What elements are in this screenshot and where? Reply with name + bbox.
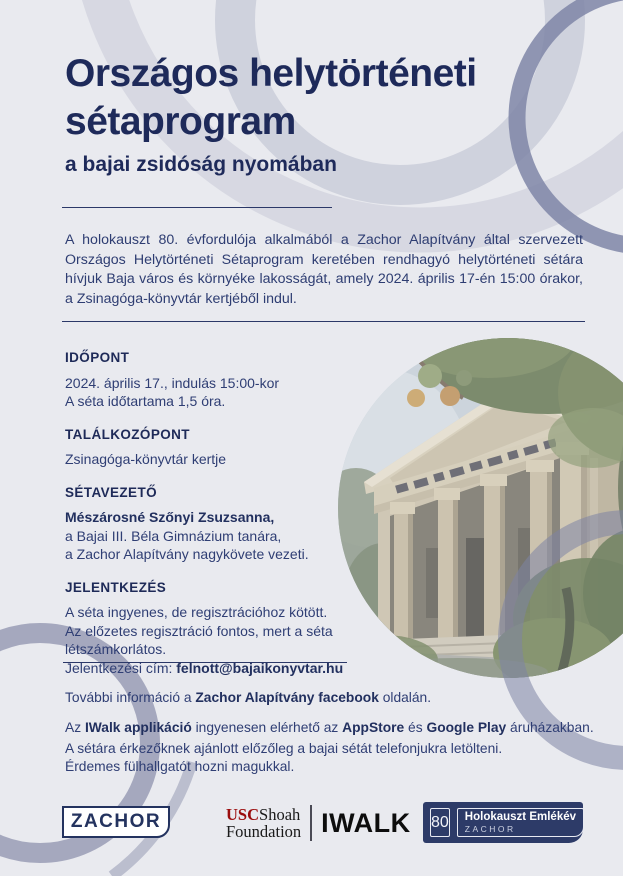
footer-text: További információ a xyxy=(65,690,196,705)
jelentkezes-line: Az előzetes regisztráció fontos, mert a séta xyxy=(65,622,333,639)
jelentkezes-line: létszámkorlátos. xyxy=(65,641,167,657)
usc-text: USC xyxy=(226,805,260,824)
iwalk-logo-text: IWALK xyxy=(321,807,411,838)
guide-name: Mészárosné Szőnyi Zsuzsanna, xyxy=(65,509,275,525)
logo-separator-bar xyxy=(310,805,312,841)
page-subtitle: a bajai zsidóság nyomában xyxy=(65,153,337,176)
footer-facebook-line xyxy=(65,689,431,707)
section-heading-setavezeto: SÉTAVEZETŐ xyxy=(65,484,158,500)
idopont-line: A séta időtartama 1,5 óra. xyxy=(65,393,226,409)
footer-text: Az xyxy=(65,720,85,735)
zachor-logo xyxy=(62,806,170,838)
intro-paragraph: A holokauszt 80. évfordulója alkalmából a Zachor Alapítvány által szervezett Országos Helytörténeti Sétaprogram keretében rendhagyó helytörténeti sétára hívjuk Baja város és környéke lakosságát, amely 2024. április 17-én 15:00 órakor, a Zsinagóga-könyvtár kertjéből indul. xyxy=(65,232,583,307)
idopont-line: 2024. április 17., indulás 15:00-kor xyxy=(65,374,280,391)
footer-iwalk-line xyxy=(65,719,594,737)
holokauszt-emlekev-badge xyxy=(423,802,583,843)
usc-shoah-iwalk-logo xyxy=(226,801,411,845)
footer-download-line: A sétára érkezőknek ajánlott előzőleg a bajai sétát telefonjukra letölteni. xyxy=(65,741,503,756)
badge-title: Holokauszt Emlékév xyxy=(464,811,577,823)
setavezeto-line: a Bajai III. Béla Gimnázium tanára, xyxy=(65,527,282,544)
foundation-text: Foundation xyxy=(226,822,302,841)
footer-text: és xyxy=(404,720,427,735)
badge-text-block xyxy=(457,808,584,837)
title-line-2: sétaprogram xyxy=(65,100,296,143)
footer-text: ingyenesen elérhető az xyxy=(191,720,343,735)
section-heading-jelentkezes: JELENTKEZÉS xyxy=(65,579,167,595)
badge-subtitle: ZACHOR xyxy=(464,824,516,834)
fade-overlay xyxy=(338,338,623,678)
page-title xyxy=(65,50,585,146)
usc-shoah-foundation-text xyxy=(226,806,301,840)
footer-bold-text: AppStore xyxy=(342,720,405,735)
footer-text: áruházakban. xyxy=(506,720,594,735)
section-heading-idopont: IDŐPONT xyxy=(65,350,130,365)
setavezeto-line: a Zachor Alapítvány nagykövete vezeti. xyxy=(65,546,309,562)
footer-bold-text: IWalk applikáció xyxy=(84,720,192,735)
badge-80-number: 80 xyxy=(430,808,450,837)
contact-label: Jelentkezési cím: xyxy=(65,659,177,676)
synagogue-photo xyxy=(338,338,623,678)
jelentkezes-line: A séta ingyenes, de regisztrációhoz kötött. xyxy=(65,604,328,620)
zachor-logo-text: ZACHOR xyxy=(70,811,162,832)
divider-bottom xyxy=(63,662,347,663)
divider-middle xyxy=(62,321,585,322)
shoah-text: Shoah xyxy=(259,805,301,824)
contact-email: felnott@bajaikonyvtar.hu xyxy=(176,659,344,676)
info-column xyxy=(65,349,355,677)
synagogue-photo-illustration xyxy=(338,338,623,678)
footer-headphones-line: Érdemes fülhallgatót hozni magukkal. xyxy=(65,759,295,774)
divider-top xyxy=(62,207,332,208)
section-heading-talalkozopont: TALÁLKOZÓPONT xyxy=(65,426,190,442)
footer-bold-text: Google Play xyxy=(426,720,507,735)
footer-text: oldalán. xyxy=(378,690,432,705)
talalkozopont-line: Zsinagóga-könyvtár kertje xyxy=(65,451,227,467)
footer-bold-text: Zachor Alapítvány facebook xyxy=(195,690,379,705)
title-line-1: Országos helytörténeti xyxy=(65,52,477,95)
